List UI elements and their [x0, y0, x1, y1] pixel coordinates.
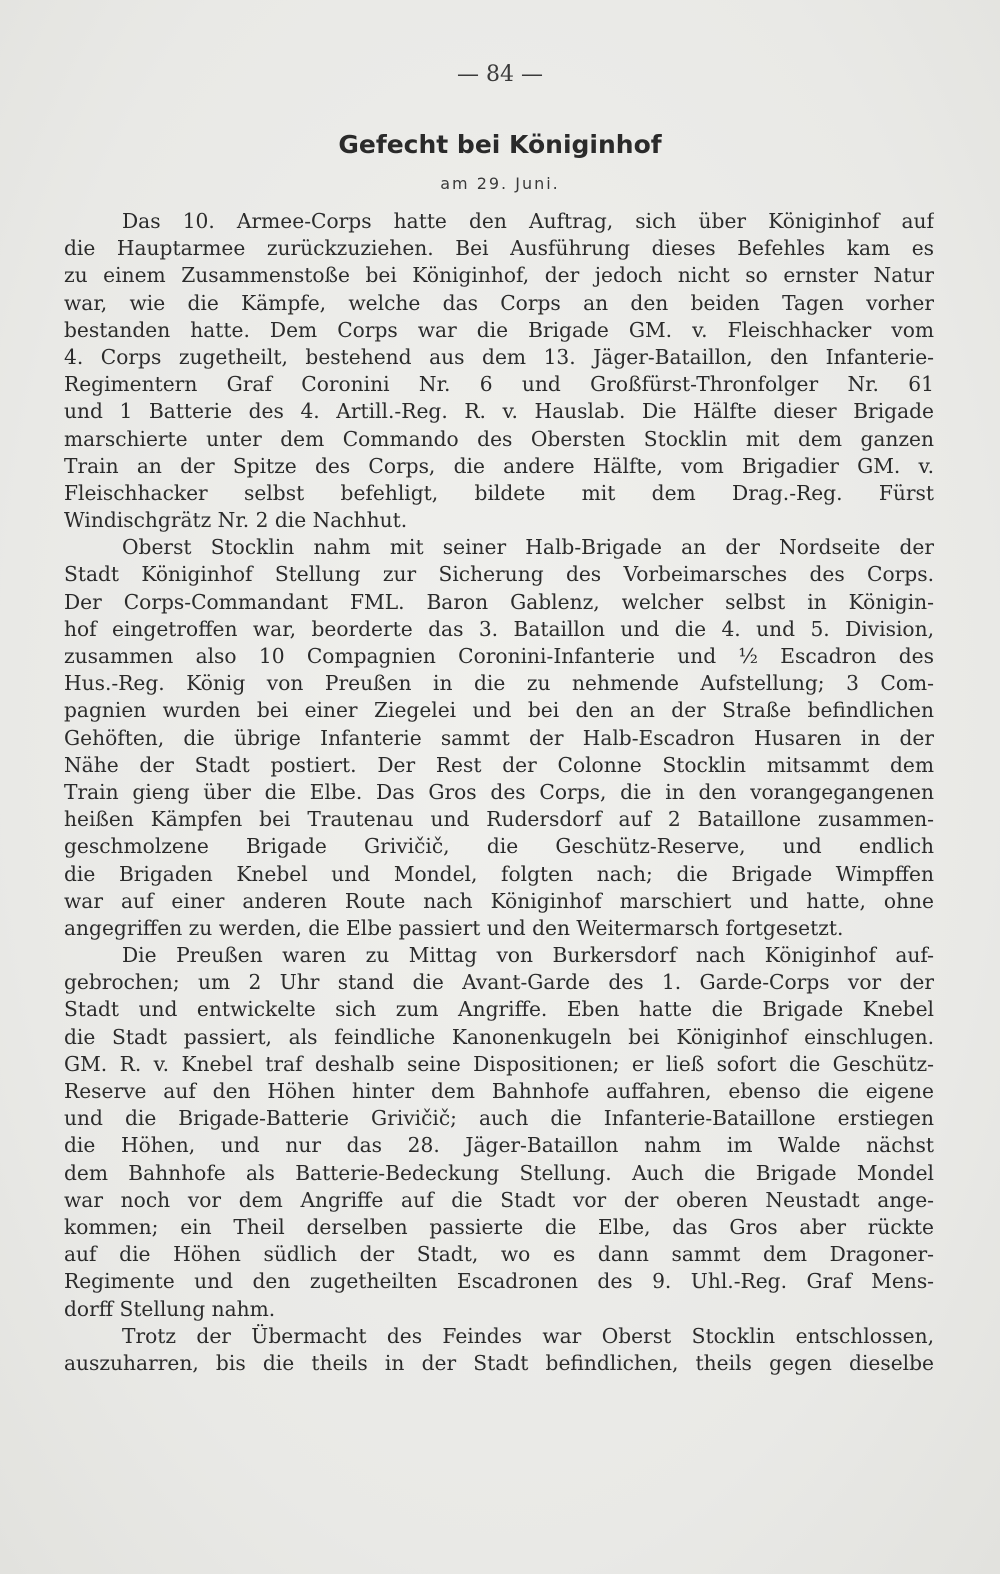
text-line: kommen; ein Theil derselben passierte die Elbe, das Gros aber rückte [64, 1214, 934, 1239]
text-line: die Hauptarmee zurückzuziehen. Bei Ausführung dieses Befehles kam es [64, 236, 934, 261]
text-line: Regimentern Graf Coronini Nr. 6 und Großfürst-Thronfolger Nr. 61 [64, 372, 934, 397]
section-date: am 29. Juni. [440, 174, 560, 193]
text-line: Der Corps-Commandant FML. Baron Gablenz, welcher selbst in Königin- [64, 589, 934, 614]
page-number: — 84 — [457, 62, 543, 87]
text-line: GM. R. v. Knebel traf deshalb seine Dispositionen; er ließ sofort die Geschütz- [64, 1051, 934, 1076]
text-line: Nähe der Stadt postiert. Der Rest der Colonne Stocklin mitsammt dem [64, 752, 934, 777]
text-line: Train an der Spitze des Corps, die andere Hälfte, vom Brigadier GM. v. [64, 453, 934, 478]
text-line: heißen Kämpfen bei Trautenau und Rudersdorf auf 2 Bataillone zusammen- [64, 807, 934, 832]
text-line: die Brigaden Knebel und Mondel, folgten nach; die Brigade Wimpffen [64, 861, 934, 886]
text-line: 4. Corps zugetheilt, bestehend aus dem 13. Jäger-Bataillon, den Infanterie- [64, 344, 934, 369]
text-line: Regimente und den zugetheilten Escadronen des 9. Uhl.-Reg. Graf Mens- [64, 1269, 934, 1294]
text-line: die Höhen, und nur das 28. Jäger-Bataillon nahm im Walde nächst [64, 1133, 934, 1158]
text-line: Oberst Stocklin nahm mit seiner Halb-Brigade an der Nordseite der [122, 535, 934, 560]
text-line: dorff Stellung nahm. [64, 1296, 276, 1321]
text-line: dem Bahnhofe als Batterie-Bedeckung Stellung. Auch die Brigade Mondel [64, 1160, 934, 1185]
text-line: Gehöften, die übrige Infanterie sammt der Halb-Escadron Husaren in der [64, 725, 934, 750]
text-line: Die Preußen waren zu Mittag von Burkersdorf nach Königinhof auf- [122, 943, 934, 968]
text-line: und die Brigade-Batterie Grivičič; auch die Infanterie-Bataillone erstiegen [64, 1106, 934, 1131]
text-line: pagnien wurden bei einer Ziegelei und bei den an der Straße befindlichen [64, 698, 934, 723]
text-line: war auf einer anderen Route nach Königinhof marschiert und hatte, ohne [64, 888, 934, 913]
text-line: geschmolzene Brigade Grivičič, die Geschütz-Reserve, und endlich [64, 834, 934, 859]
body-text [64, 208, 934, 1377]
text-line: war, wie die Kämpfe, welche das Corps an den beiden Tagen vorher [64, 290, 934, 315]
text-line: Train gieng über die Elbe. Das Gros des Corps, die in den vorangegangenen [64, 779, 934, 804]
text-line: zu einem Zusammenstoße bei Königinhof, der jedoch nicht so ernster Natur [64, 263, 934, 288]
text-line: auf die Höhen südlich der Stadt, wo es dann sammt dem Dragoner- [64, 1242, 934, 1267]
text-line: Fleischhacker selbst befehligt, bildete mit dem Drag.-Reg. Fürst [64, 480, 934, 505]
text-line: Hus.-Reg. König von Preußen in die zu nehmende Aufstellung; 3 Com- [64, 671, 934, 696]
text-line: gebrochen; um 2 Uhr stand die Avant-Garde des 1. Garde-Corps vor der [64, 970, 934, 995]
text-line: Stadt Königinhof Stellung zur Sicherung des Vorbeimarsches des Corps. [64, 562, 934, 587]
text-line: Trotz der Übermacht des Feindes war Oberst Stocklin entschlossen, [122, 1323, 934, 1348]
text-line: hof eingetroffen war, beorderte das 3. Bataillon und die 4. und 5. Division, [64, 616, 934, 641]
text-line: auszuharren, bis die theils in der Stadt befindlichen, theils gegen dieselbe [64, 1350, 934, 1375]
section-title: Gefecht bei Königinhof [338, 130, 662, 159]
text-line: Windischgrätz Nr. 2 die Nachhut. [64, 508, 408, 533]
text-line: bestanden hatte. Dem Corps war die Brigade GM. v. Fleischhacker vom [64, 317, 934, 342]
text-line: Stadt und entwickelte sich zum Angriffe. Eben hatte die Brigade Knebel [64, 997, 934, 1022]
text-line: Das 10. Armee-Corps hatte den Auftrag, sich über Königinhof auf [122, 209, 934, 233]
text-line: marschierte unter dem Commando des Obersten Stocklin mit dem ganzen [64, 426, 934, 451]
text-line: die Stadt passiert, als feindliche Kanonenkugeln bei Königinhof einschlugen. [64, 1024, 934, 1049]
text-line: Reserve auf den Höhen hinter dem Bahnhofe auffahren, ebenso die eigene [64, 1079, 934, 1103]
text-line: zusammen also 10 Compagnien Coronini-Infanterie und ½ Escadron des [64, 644, 934, 668]
text-line: war noch vor dem Angriffe auf die Stadt vor der oberen Neustadt ange- [64, 1187, 934, 1212]
text-line: und 1 Batterie des 4. Artill.-Reg. R. v. Hauslab. Die Hälfte dieser Brigade [64, 399, 934, 424]
text-line: angegriffen zu werden, die Elbe passiert und den Weitermarsch fortgesetzt. [64, 915, 844, 940]
